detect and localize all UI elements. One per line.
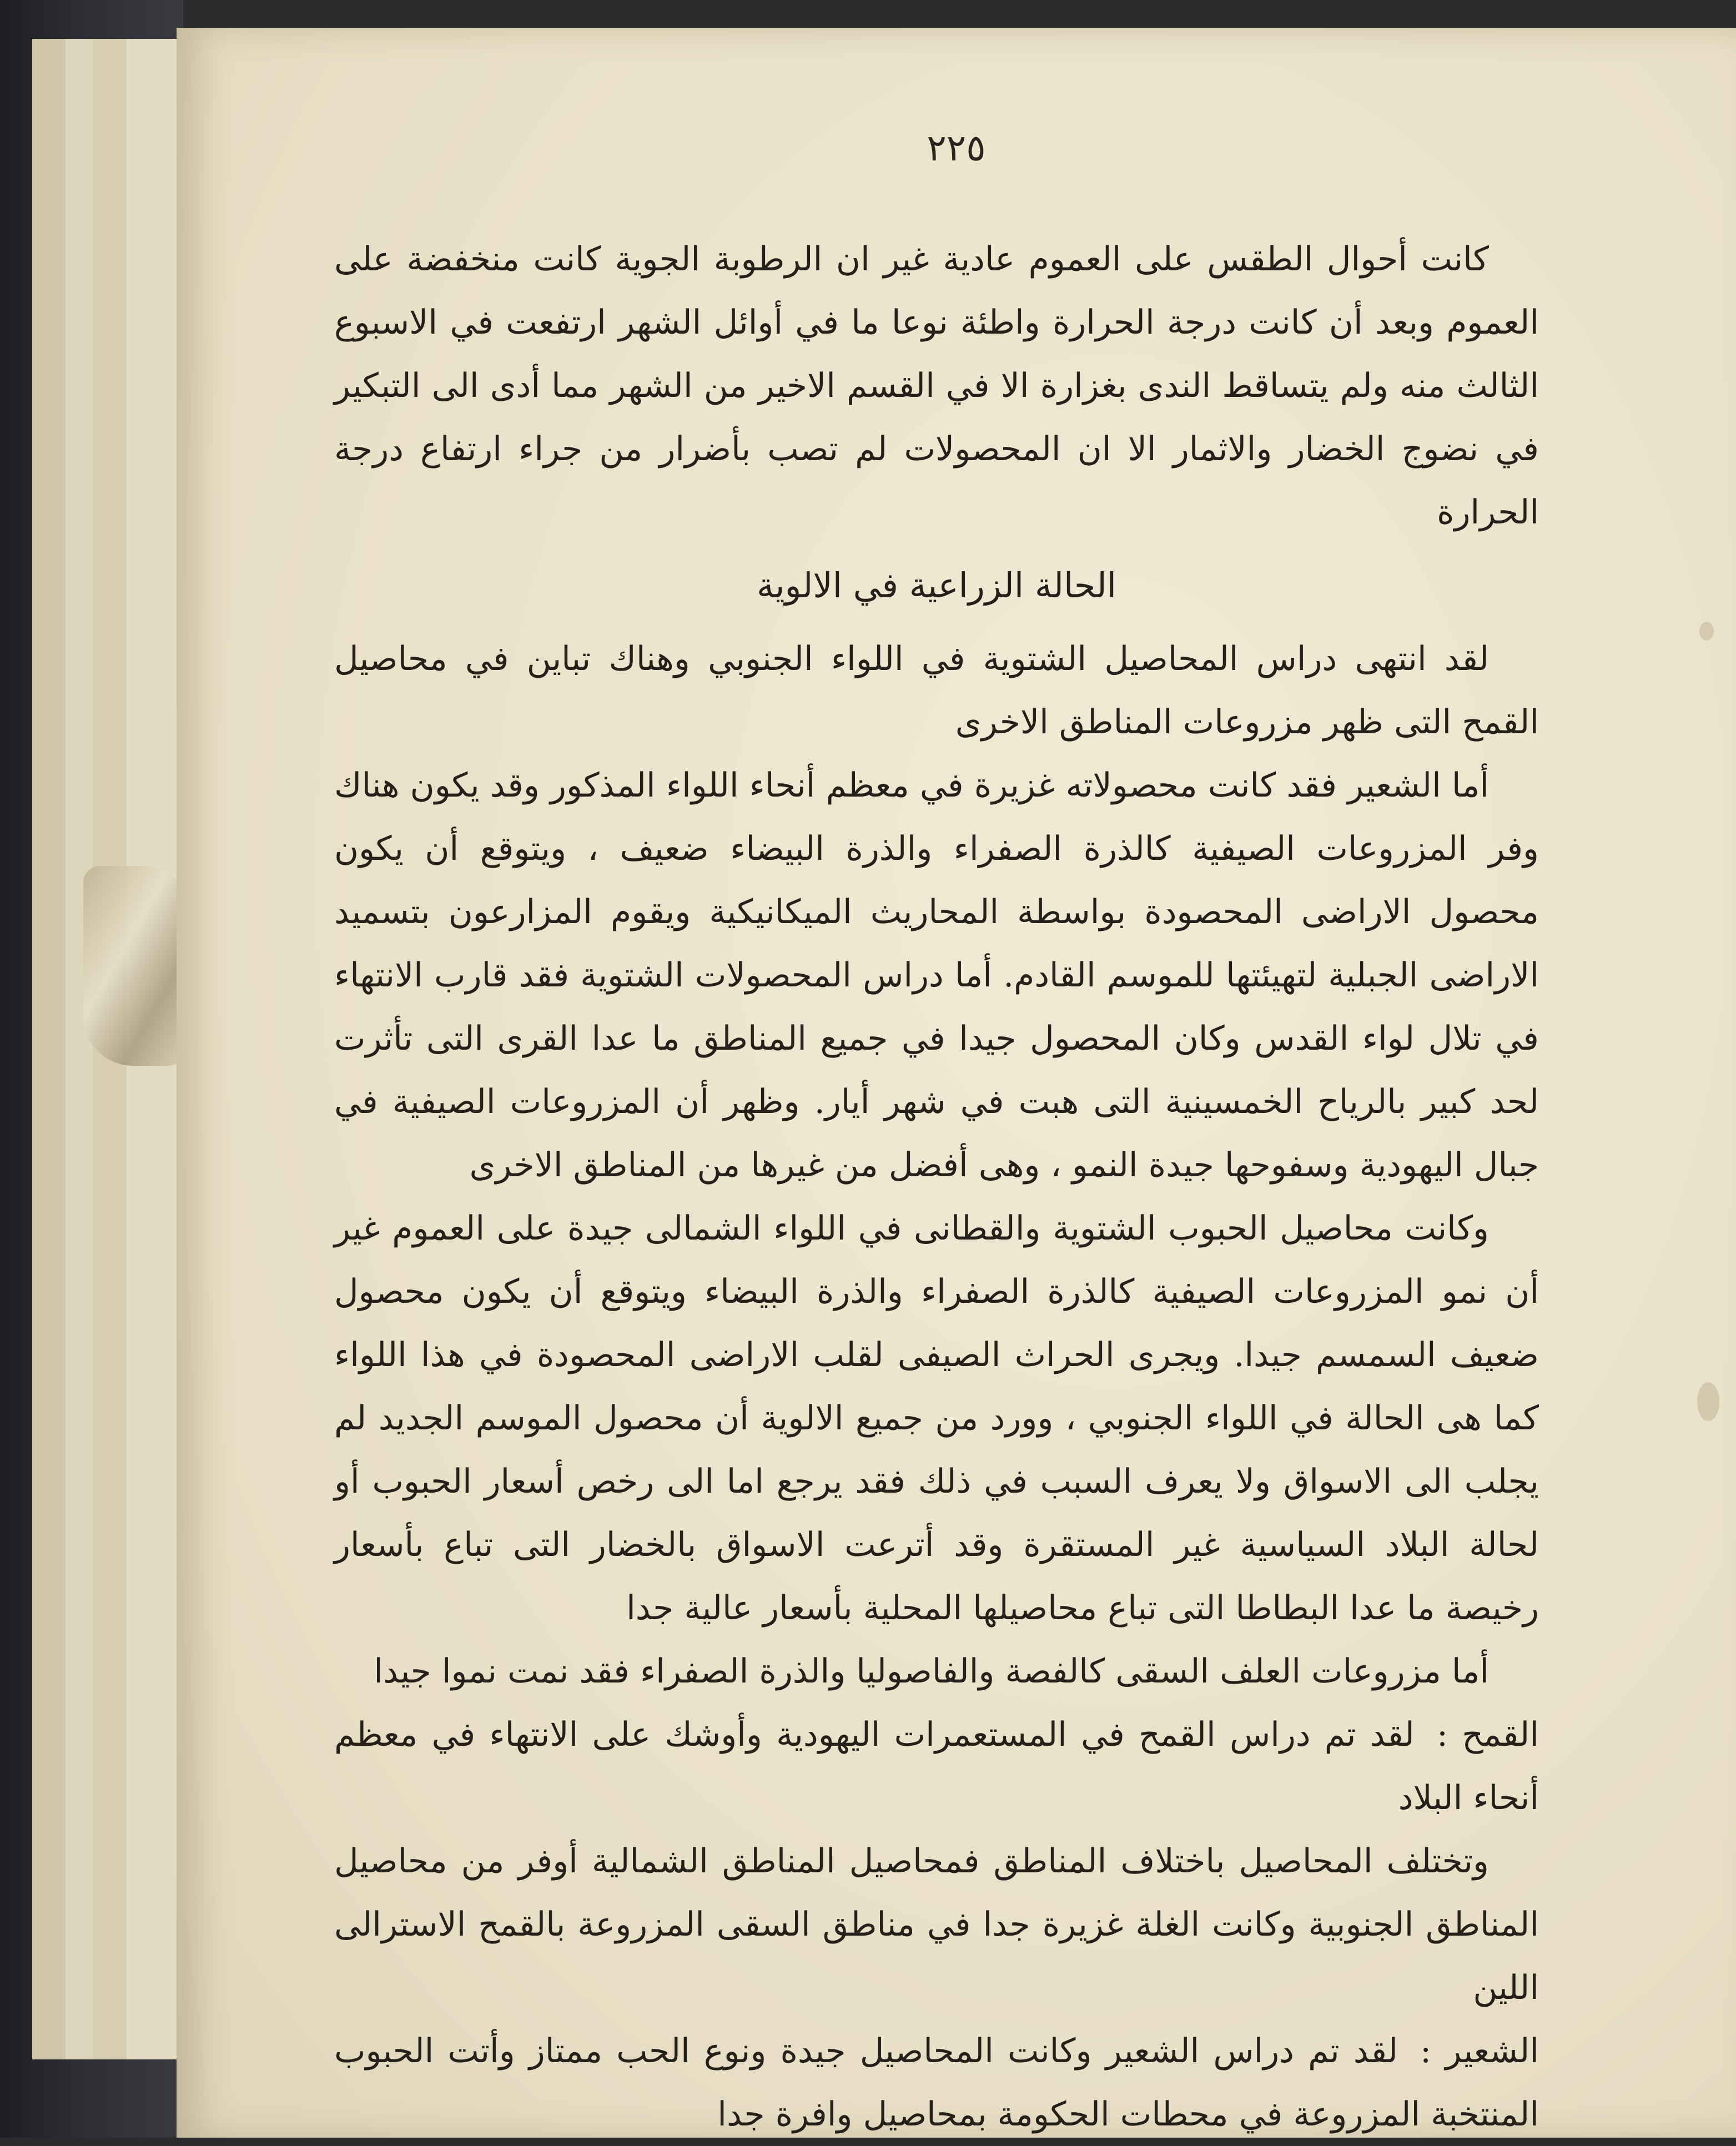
- paper-stain: [1697, 1382, 1719, 1421]
- page-edge: [32, 39, 67, 2059]
- section-heading: الحالة الزراعية في الالوية: [756, 565, 1117, 606]
- paragraph: أما مزروعات العلف السقى كالفصة والفاصوليا والذرة الصفراء فقد نمت نموا جيدا: [374, 1652, 1489, 1691]
- barley-paragraph: [334, 2019, 1539, 2146]
- page-edge: [66, 39, 94, 2059]
- barley-label: الشعير :: [1420, 2032, 1539, 2071]
- paragraph: وتختلف المحاصيل باختلاف المناطق فمحاصيل المناطق الشمالية أوفر من محاصيل المناطق الجنوبية وكانت الغلة غزيرة جدا في مناطق السقى المزروعة بالقمح الاسترالى اللين: [334, 1842, 1539, 2007]
- document-body: [334, 228, 1539, 2146]
- wheat-label: القمح :: [1436, 1715, 1539, 1754]
- wheat-paragraph: [334, 1703, 1539, 1830]
- intro-paragraph: كانت أحوال الطقس على العموم عادية غير ان الرطوبة الجوية كانت منخفضة على العموم وبعد أن كانت درجة الحرارة واطئة نوعا ما في أوائل الشهر ارتفعت في الاسبوع الثالث منه ولم يتساقط الندى بغزارة الا في القسم الاخير من الشهر مما أدى الى التبكير في نضوج الخضار والاثمار الا ان المحصولات لم تصب بأضرار من جراء ارتفاع درجة الحرارة: [334, 240, 1539, 532]
- paragraph: أما الشعير فقد كانت محصولاته غزيرة في معظم أنحاء اللواء المذكور وقد يكون هناك وفر المزروعات الصيفية كالذرة الصفراء والذرة البيضاء ضعيف ، ويتوقع أن يكون محصول الاراضى المحصودة بواسطة المحاريث الميكانيكية ويقوم المزارعون بتسميد الاراضى الجبلية لتهيئتها للموسم القادم. أما دراس المحصولات الشتوية فقد قارب الانتهاء في تلال لواء القدس وكان المحصول جيدا في جميع المناطق ما عدا القرى التى تأثرت لحد كبير بالرياح الخمسينية التى هبت في شهر أيار. وظهر أن المزروعات الصيفية في جبال اليهودية وسفوحها جيدة النمو ، وهى أفضل من غيرها من المناطق الاخرى: [334, 766, 1539, 1185]
- page-number: ٢٢٥: [927, 127, 986, 169]
- document-page: [177, 28, 1736, 2138]
- paragraph: لقد انتهى دراس المحاصيل الشتوية في اللواء الجنوبي وهناك تباين في محاصيل القمح التى ظهر مزروعات المناطق الاخرى: [334, 639, 1539, 742]
- wheat-text: لقد تم دراس القمح في المستعمرات اليهودية وأوشك على الانتهاء في معظم أنحاء البلاد: [334, 1715, 1539, 1817]
- paper-stain: [1699, 622, 1714, 641]
- torn-page-fragment: [83, 866, 189, 1066]
- paragraph: وكانت محاصيل الحبوب الشتوية والقطانى في اللواء الشمالى جيدة على العموم غير أن نمو المزروعات الصيفية كالذرة الصفراء والذرة البيضاء ويتوقع أن يكون محصول ضعيف السمسم جيدا. ويجرى الحراث الصيفى لقلب الاراضى المحصودة في هذا اللواء كما هى الحالة في اللواء الجنوبي ، وورد من جميع الالوية أن محصول الموسم الجديد لم يجلب الى الاسواق ولا يعرف السبب في ذلك فقد يرجع اما الى رخص أسعار الحبوب أو لحالة البلاد السياسية غير المستقرة وقد أترعت الاسواق بالخضار التى تباع بأسعار رخيصة ما عدا البطاطا التى تباع محاصيلها المحلية بأسعار عالية جدا: [334, 1209, 1539, 1628]
- barley-text: لقد تم دراس الشعير وكانت المحاصيل جيدة ونوع الحب ممتاز وأتت الحبوب المنتخبة المزروعة في محطات الحكومة بمحاصيل وافرة جدا: [334, 2032, 1539, 2134]
